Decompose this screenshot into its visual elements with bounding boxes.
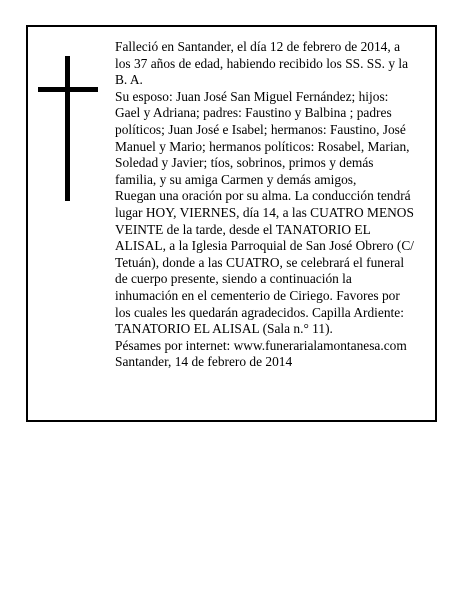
family-list: Su esposo: Juan José San Miguel Fernández; hijos: Gael y Adriana; padres: Faustino y Balbina ; padres políticos; Juan José e Isabel; hermanos: Faustino, José Manuel y Mario; hermanos políticos: Rosabel, Marian, Soledad y Javier; tíos, sobrinos, primos y demás familia, y su amiga Carmen y demás amigos, — [115, 88, 410, 187]
funeral-details: Ruegan una oración por su alma. La conducción tendrá lugar HOY, VIERNES, día 14, a las CUATRO MENOS VEINTE de la tarde, desde el TANATORIO EL ALISAL, a la Iglesia Parroquial de San José Obrero (C/ Tetuán), donde a las CUATRO, se celebrará el funeral de cuerpo presente, siendo a continuación la inhumación en el cementerio de Ciriego. Favores por los cuales les quedarán agradecidos. Capilla Ardiente: TANATORIO EL ALISAL (Sala n.° 11). — [115, 188, 414, 337]
notice-text — [115, 39, 415, 371]
cross-horizontal-bar — [38, 87, 98, 92]
obituary-notice — [26, 25, 437, 422]
place-date: Santander, 14 de febrero de 2014 — [115, 354, 293, 370]
condolences-web: Pésames por internet: www.funerarialamontanesa.com — [115, 337, 407, 353]
death-announcement: Falleció en Santander, el día 12 de febrero de 2014, a los 37 años de edad, habiendo recibido los SS. SS. y la B. A. — [115, 39, 409, 88]
cross-vertical-bar — [65, 56, 70, 201]
latin-cross-icon — [38, 56, 98, 201]
